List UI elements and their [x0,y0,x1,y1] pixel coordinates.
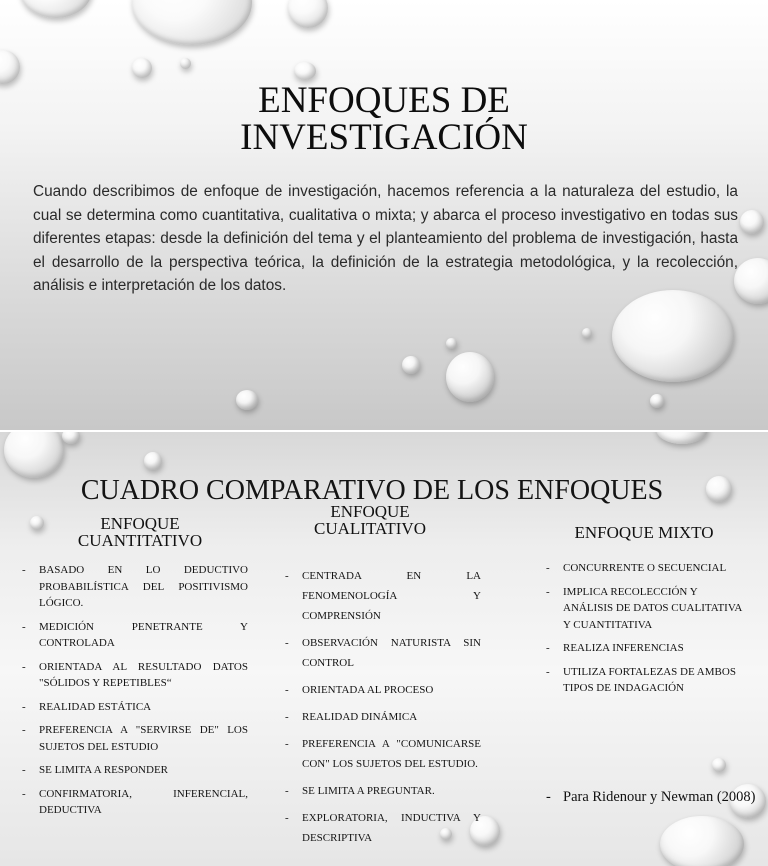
list-item: - OBSERVACIÓN NATURISTA SIN CONTROL [285,633,481,673]
water-drop-decoration [740,210,764,234]
heading-cualitativo-line-2: CUALITATIVO [314,519,426,538]
list-item: - IMPLICA RECOLECCIÓN Y ANÁLISIS DE DATOS CUALITATIVA Y CUANTITATIVA [546,584,742,634]
list-item: - SE LIMITA A RESPONDER [22,762,248,779]
water-drop-decoration [712,758,726,772]
list-item: - REALIZA INFERENCIAS [546,640,742,657]
list-item: - CONCURRENTE O SECUENCIAL [546,560,742,577]
list-cuantitativo [22,562,248,826]
water-drop-decoration [0,50,20,84]
water-drop-decoration [236,390,258,410]
water-drop-decoration [650,394,664,408]
list-item: - SE LIMITA A PREGUNTAR. [285,781,481,801]
water-drop-decoration [132,58,152,78]
list-item: - REALIDAD ESTÁTICA [22,699,248,716]
list-item: - ORIENTADA AL PROCESO [285,680,481,700]
heading-cualitativo-line-1: ENFOQUE [330,502,410,521]
water-drop-decoration [132,0,252,45]
water-drop-decoration [582,328,592,338]
water-drop-decoration [294,62,316,80]
list-item: - REALIDAD DINÁMICA [285,707,481,727]
list-item: - PREFERENCIA A "COMUNICARSE CON" LOS SUJETOS DEL ESTUDIO. [285,734,481,774]
list-item: - CONFIRMATORIA, INFERENCIAL, DEDUCTIVA [22,786,248,819]
source-dash: - [546,789,551,805]
water-drop-decoration [20,0,92,18]
list-item: - MEDICIÓN PENETRANTE Y CONTROLADA [22,619,248,652]
list-mixto [546,560,742,704]
water-drop-decoration [446,338,457,349]
water-drop-decoration [180,58,191,69]
water-drop-decoration [288,0,328,28]
water-drop-decoration [612,290,734,382]
heading-cualitativo [270,503,470,537]
list-item: - UTILIZA FORTALEZAS DE AMBOS TIPOS DE INDAGACIÓN [546,664,742,697]
list-item: - BASADO EN LO DEDUCTIVO PROBABILÍSTICA DEL POSITIVISMO LÓGICO. [22,562,248,612]
list-item: - EXPLORATORIA, INDUCTIVA Y DESCRIPTIVA [285,808,481,848]
intro-paragraph: Cuando describimos de enfoque de investigación, hacemos referencia a la naturaleza del estudio, la cual se determina como cuantitativa, cualitativa o mixta; y abarca el proceso investigativo en todas sus diferentes etapas: desde la definición del tema y el planteamiento del problema de investigación, hasta el desarrollo de la perspectiva teórica, la definición de la estrategia metodológica, y la recolección, análisis e interpretación de los datos. [33,183,738,294]
slide-enfoques-de-investigacion [0,0,768,430]
title-line-2: INVESTIGACIÓN [240,117,528,158]
water-drop-decoration [660,816,744,866]
water-drop-decoration [144,452,162,470]
heading-mixto [546,524,742,541]
water-drop-decoration [656,432,708,444]
heading-cuantitativo-line-2: CUANTITATIVO [77,531,203,550]
list-item: - PREFERENCIA A "SERVIRSE DE" LOS SUJETOS DEL ESTUDIO [22,722,248,755]
title-line-1: ENFOQUES DE [258,80,510,121]
water-drop-decoration [734,258,768,304]
list-item: - CENTRADA EN LA FENOMENOLOGÍA Y COMPRENSIÓN [285,566,481,626]
water-drop-decoration [62,432,80,444]
page-title [184,82,584,156]
comparison-title: CUADRO COMPARATIVO DE LOS ENFOQUES [80,475,664,506]
water-drop-decoration [402,356,420,374]
heading-cuantitativo [40,515,240,549]
source-citation [546,788,761,806]
source-text: Para Ridenour y Newman (2008) [563,789,756,805]
list-item: - ORIENTADA AL RESULTADO DATOS "SÓLIDOS Y REPETIBLES“ [22,659,248,692]
list-cualitativo [285,566,481,855]
heading-cuantitativo-line-1: ENFOQUE [100,514,180,533]
water-drop-decoration [4,432,64,478]
water-drop-decoration [446,352,494,402]
heading-mixto-line-1: ENFOQUE MIXTO [574,523,714,542]
